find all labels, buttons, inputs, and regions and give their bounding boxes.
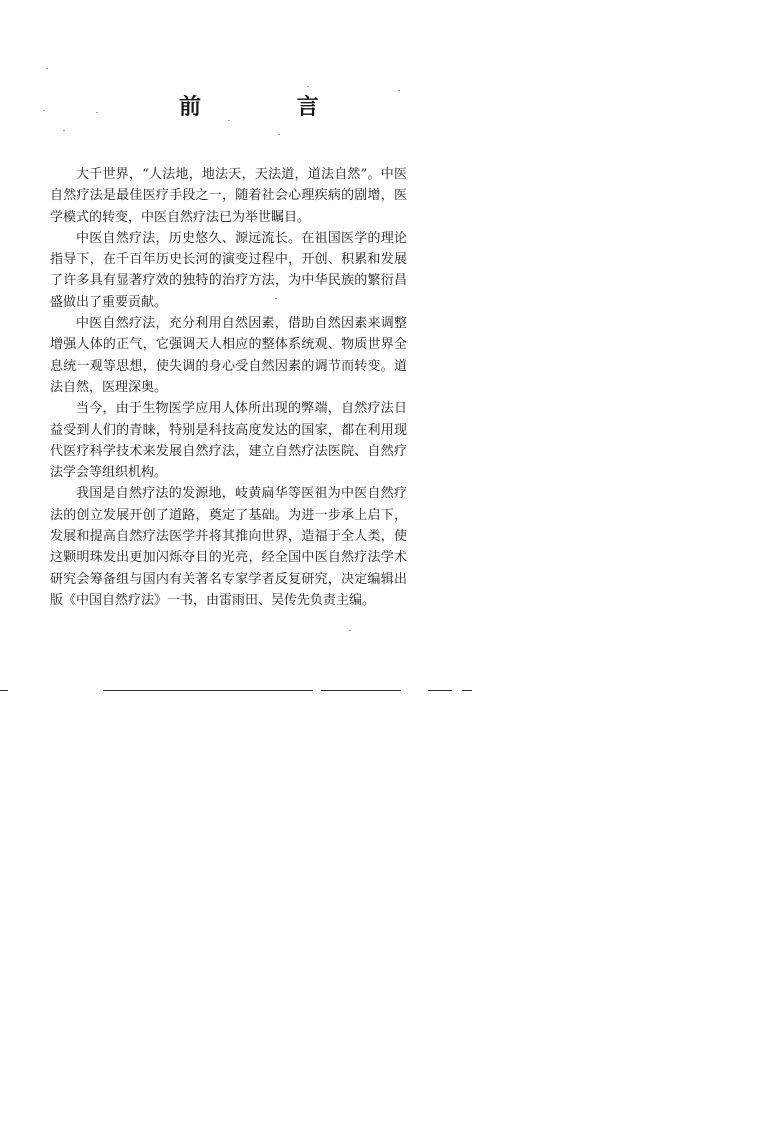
scan-speck: [228, 120, 230, 121]
scan-speck: [43, 110, 45, 111]
scan-speck: [46, 68, 48, 69]
paragraph: 当今，由于生物医学应用人体所出现的弊端，自然疗法日益受到人们的青睐，特别是科技高度发达的国家，都在利用现代医疗科学技术来发展自然疗法，建立自然疗法医院、自然疗法学会等组织机构。: [50, 401, 407, 481]
divider: [428, 690, 452, 691]
scan-speck: [275, 298, 277, 299]
scan-speck: [63, 130, 65, 131]
scan-speck: [398, 90, 400, 91]
paragraph: 中医自然疗法，历史悠久、源远流长。在祖国医学的理论指导下，在千百年历史长河的演变过程中，开创、积累和发展了许多具有显著疗效的独特的治疗方法，为中华民族的繁衍昌盛做出了重要贡献。: [50, 230, 407, 310]
divider: [103, 690, 313, 691]
scan-speck: [349, 630, 351, 631]
divider: [462, 690, 472, 691]
scan-speck: [278, 134, 280, 135]
scan-speck: [307, 86, 309, 87]
paragraph: 中医自然疗法，充分利用自然因素，借助自然因素来调整增强人体的正气，它强调天人相应的整体系统观、物质世界全息统一观等思想，使失调的身心受自然因素的调节而转变。道法自然，医理深奥。: [50, 316, 407, 395]
page-title: 前 言: [179, 94, 363, 120]
body-text: [50, 164, 407, 611]
paragraph: 大千世界，“人法地，地法天，天法道，道法自然”。中医自然疗法是最佳医疗手段之一，随着社会心理疾病的剧增，医学模式的转变，中医自然疗法已为举世瞩目。: [50, 167, 407, 225]
scan-speck: [96, 112, 98, 113]
paragraph: 我国是自然疗法的发源地，岐黄扁华等医祖为中医自然疗法的创立发展开创了道路，奠定了基础。为进一步承上启下，发展和提高自然疗法医学并将其推向世界，造福于全人类，使这颗明珠发出更加闪烁夺目的光亮，经全国中医自然疗法学术研究会筹备组与国内有关著名专家学者反复研究，决定编辑出版《中国自然疗法》一书，由雷雨田、吴传先负责主编。: [50, 486, 407, 608]
divider: [0, 690, 8, 691]
divider: [321, 690, 401, 691]
